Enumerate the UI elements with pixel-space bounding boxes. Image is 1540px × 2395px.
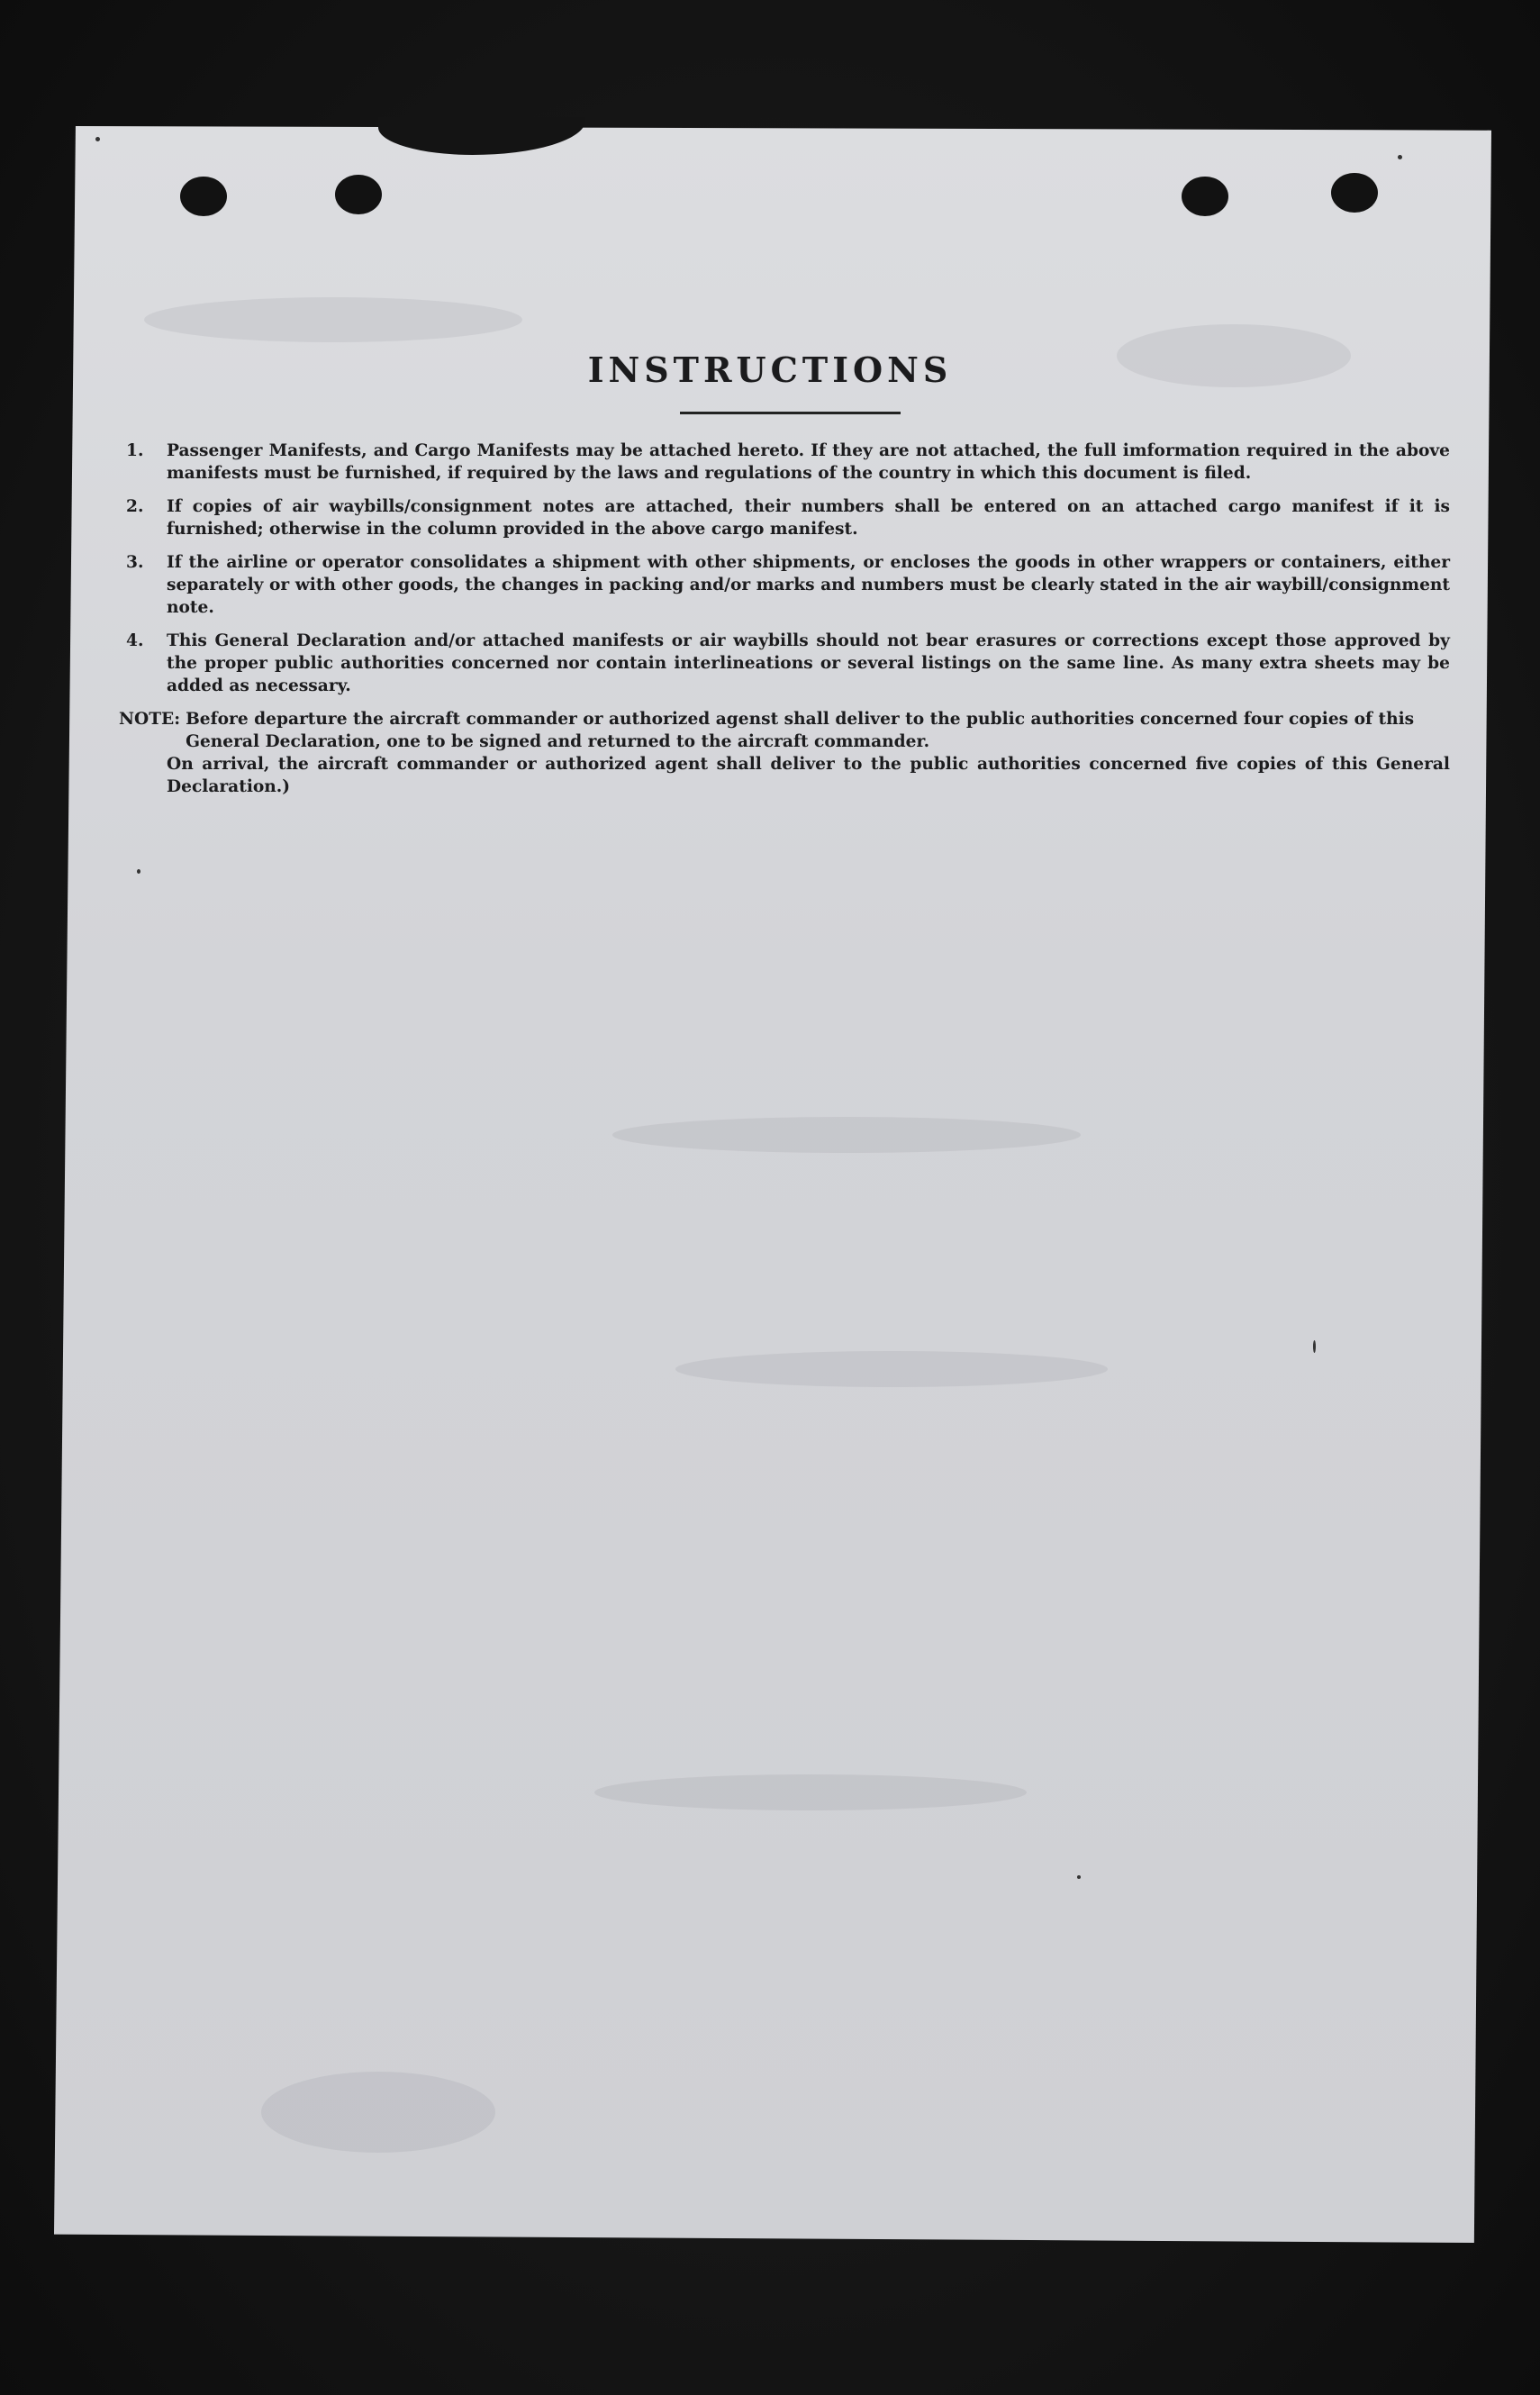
bleed-through: [675, 1351, 1108, 1387]
instruction-item: [126, 551, 1450, 619]
instructions-list: [119, 440, 1450, 798]
note-label: NOTE:: [119, 710, 181, 729]
title-underline: [680, 412, 901, 414]
instruction-item: [126, 495, 1450, 540]
note-text: Before departure the aircraft commander or authorized agenst shall deliver to the public authorities concerned four copies of this General Declaration, one to be signed and returned to the aircraft commander.: [186, 710, 1415, 751]
item-text: If the airline or operator consolidates a shipment with other shipments, or encloses the goods in other wrappers or containers, either separately or with other goods, the changes in packing and/or marks and numbers must be clearly stated in the air waybill/consignment note.: [167, 553, 1450, 617]
instruction-item: [126, 630, 1450, 697]
signature-bleed: [261, 2072, 495, 2153]
dust-speck: [1313, 1340, 1316, 1353]
item-number: 3.: [126, 553, 144, 572]
bleed-through: [612, 1117, 1081, 1153]
bleed-through: [594, 1774, 1027, 1810]
item-text: Passenger Manifests, and Cargo Manifests may be attached hereto. If they are not attached, the full imformation required in the above manifests must be furnished, if required by the laws and regulations of the country in which this document is filed.: [167, 441, 1450, 483]
item-number: 1.: [126, 441, 144, 460]
item-number: 4.: [126, 631, 144, 650]
note-block: [119, 708, 1450, 753]
punch-hole-right-2: [1331, 173, 1378, 213]
bleed-through: [144, 297, 522, 342]
dust-speck: [137, 869, 140, 874]
page-title: INSTRUCTIONS: [587, 349, 953, 390]
instruction-item: [126, 440, 1450, 485]
dust-speck: [1398, 155, 1402, 159]
item-text: This General Declaration and/or attached manifests or air waybills should not bear erasures or corrections except those approved by the proper public authorities concerned nor contain interlineations or several listings on the same line. As many extra sheets may be added as necessary.: [167, 631, 1450, 695]
dust-speck: [95, 137, 100, 141]
item-text: If copies of air waybills/consignment notes are attached, their numbers shall be entered on an attached cargo manifest if it is furnished; otherwise in the column provided in the above cargo manifest.: [167, 497, 1450, 539]
note-followup: On arrival, the aircraft commander or authorized agent shall deliver to the public authorities concerned five copies of this General Declaration.): [167, 755, 1450, 796]
punch-hole-left-2: [335, 175, 382, 214]
dust-speck: [1077, 1875, 1081, 1879]
item-number: 2.: [126, 497, 144, 516]
punch-hole-right-1: [1182, 177, 1228, 216]
punch-hole-left-1: [180, 177, 227, 216]
